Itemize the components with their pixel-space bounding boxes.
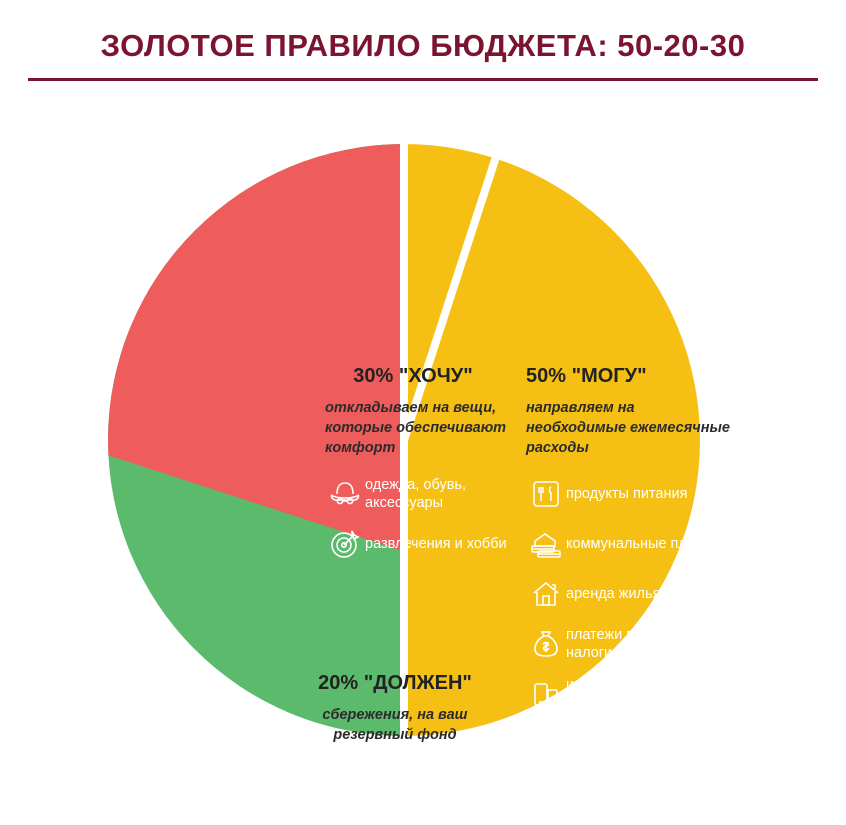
list-item-label: платежи по кредитам и налоги: [566, 626, 722, 661]
header: [0, 28, 846, 81]
list-item: [526, 524, 736, 564]
list-item: [526, 624, 736, 664]
want-subtitle: откладываем на вещи, которые обеспечивают комфорт: [325, 400, 506, 456]
medicine-icon: [526, 724, 566, 764]
list-item-label: аренда жилья: [566, 585, 661, 602]
list-item-label: одежда, обувь, аксессуары: [365, 476, 466, 511]
piggy-bank-icon: [336, 775, 376, 815]
section-can: [526, 365, 736, 774]
list-item-label: развлечения и хобби: [365, 535, 507, 552]
can-items: [526, 474, 736, 764]
list-item: [526, 574, 736, 614]
must-subtitle: сбережения, на ваш резервный фонд: [322, 707, 468, 743]
want-heading: 30% "ХОЧУ": [353, 365, 473, 387]
must-items: [284, 775, 506, 815]
list-item-label: лекарства: [566, 735, 635, 752]
list-item: [325, 474, 507, 514]
title-divider: [28, 78, 818, 81]
target-icon: [325, 524, 365, 564]
phone-internet-icon: [526, 674, 566, 714]
section-want: [325, 365, 507, 574]
list-item-label: накопления: [375, 786, 455, 803]
house-icon: [526, 574, 566, 614]
money-bag-icon: [526, 624, 566, 664]
must-heading: 20% "ДОЛЖЕН": [318, 672, 472, 694]
list-item: [526, 474, 736, 514]
budget-pie-chart: [108, 144, 730, 803]
list-item: [526, 674, 736, 714]
plate-cutlery-icon: [526, 474, 566, 514]
section-must: [284, 672, 506, 825]
want-items: [325, 474, 507, 564]
list-item: [526, 724, 736, 764]
list-item-label: интернет и мобильная связь: [566, 676, 718, 711]
list-item: [325, 524, 507, 564]
can-heading: 50% "МОГУ": [526, 365, 647, 387]
list-item-label: коммунальные платежи: [566, 535, 727, 552]
hat-icon: [325, 474, 365, 514]
utility-bills-icon: [526, 524, 566, 564]
page-title: ЗОЛОТОЕ ПРАВИЛО БЮДЖЕТА: 50-20-30: [100, 28, 746, 63]
can-subtitle: направляем на необходимые ежемесячные расходы: [526, 400, 730, 456]
list-item: [284, 775, 506, 815]
list-item-label: продукты питания: [566, 485, 688, 502]
